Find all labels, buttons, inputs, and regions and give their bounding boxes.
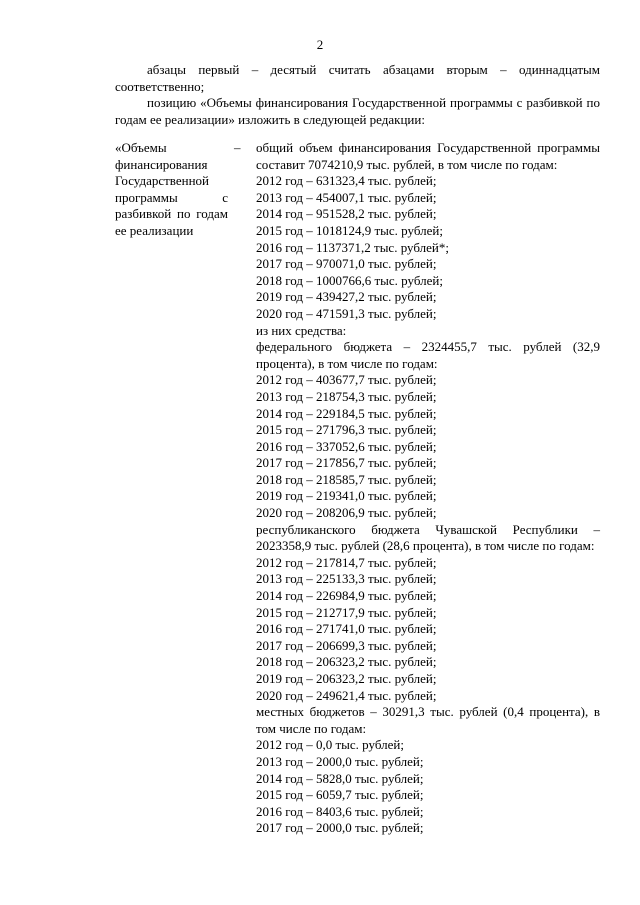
funding-content [256,140,600,837]
intro-block [115,62,600,128]
federal-budget-intro: федерального бюджета – 2324455,7 тыс. рублей (32,9 процента), в том числе по годам: [256,339,600,371]
federal-year-line: 2018 год – 218585,7 тыс. рублей; [256,471,437,487]
local-budget-years [256,737,600,837]
local-year-line: 2012 год – 0,0 тыс. рублей; [256,737,404,753]
position-dash: – [234,140,241,155]
intro-paragraph-2: позицию «Объемы финансирования Государственной программы с разбивкой по годам ее реализации» изложить в следующей редакции: [115,95,600,127]
federal-year-line: 2016 год – 337052,6 тыс. рублей; [256,438,437,454]
intro-paragraph-1: абзацы первый – десятый считать абзацами вторым – одиннадцатым соответственно; [115,62,600,94]
republic-year-line: 2018 год – 206323,2 тыс. рублей; [256,654,437,670]
total-year-line: 2015 год – 1018124,9 тыс. рублей; [256,222,443,238]
local-year-line: 2016 год – 8403,6 тыс. рублей; [256,803,424,819]
total-year-line: 2017 год – 970071,0 тыс. рублей; [256,256,437,272]
federal-year-line: 2015 год – 271796,3 тыс. рублей; [256,422,437,438]
republic-year-line: 2015 год – 212717,9 тыс. рублей; [256,604,437,620]
local-budget-intro: местных бюджетов – 30291,3 тыс. рублей (0,4 процента), в том числе по годам: [256,704,600,736]
total-year-line: 2013 год – 454007,1 тыс. рублей; [256,189,437,205]
total-funding-years [256,173,600,322]
federal-budget-years [256,372,600,521]
republic-year-line: 2012 год – 217814,7 тыс. рублей; [256,554,437,570]
position-label: «Объемы финансирования Государственной программы с разбивкой по годам ее реализации [115,140,228,238]
local-year-line: 2015 год – 6059,7 тыс. рублей; [256,787,424,803]
local-year-line: 2017 год – 2000,0 тыс. рублей; [256,820,424,836]
total-year-line: 2012 год – 631323,4 тыс. рублей; [256,173,437,189]
federal-year-line: 2014 год – 229184,5 тыс. рублей; [256,405,437,421]
republic-year-line: 2020 год – 249621,4 тыс. рублей; [256,687,437,703]
total-year-line: 2018 год – 1000766,6 тыс. рублей; [256,272,443,288]
federal-year-line: 2020 год – 208206,9 тыс. рублей; [256,505,437,521]
republic-budget-years [256,555,600,704]
republic-year-line: 2019 год – 206323,2 тыс. рублей; [256,671,437,686]
republic-year-line: 2016 год – 271741,0 тыс. рублей; [256,621,437,637]
sources-label: из них средства: [256,322,347,338]
republic-year-line: 2014 год – 226984,9 тыс. рублей; [256,588,437,604]
page-number: 2 [316,37,324,52]
federal-year-line: 2019 год – 219341,0 тыс. рублей; [256,488,437,504]
total-year-line: 2014 год – 951528,2 тыс. рублей; [256,206,437,222]
republic-year-line: 2013 год – 225133,3 тыс. рублей; [256,571,437,587]
total-year-line: 2020 год – 471591,3 тыс. рублей; [256,305,437,321]
republic-budget-intro: республиканского бюджета Чувашской Республики – 2023358,9 тыс. рублей (28,6 процента), в том числе по годам: [256,521,600,554]
total-year-line: 2016 год – 1137371,2 тыс. рублей*; [256,239,449,255]
republic-year-line: 2017 год – 206699,3 тыс. рублей; [256,637,437,653]
federal-year-line: 2017 год – 217856,7 тыс. рублей; [256,455,437,471]
federal-year-line: 2013 год – 218754,3 тыс. рублей; [256,388,437,404]
local-year-line: 2013 год – 2000,0 тыс. рублей; [256,753,424,769]
federal-year-line: 2012 год – 403677,7 тыс. рублей; [256,372,437,388]
total-funding-intro: общий объем финансирования Государственной программы составит 7074210,9 тыс. рублей, в том числе по годам: [256,140,600,172]
local-year-line: 2014 год – 5828,0 тыс. рублей; [256,770,424,786]
total-year-line: 2019 год – 439427,2 тыс. рублей; [256,289,437,305]
